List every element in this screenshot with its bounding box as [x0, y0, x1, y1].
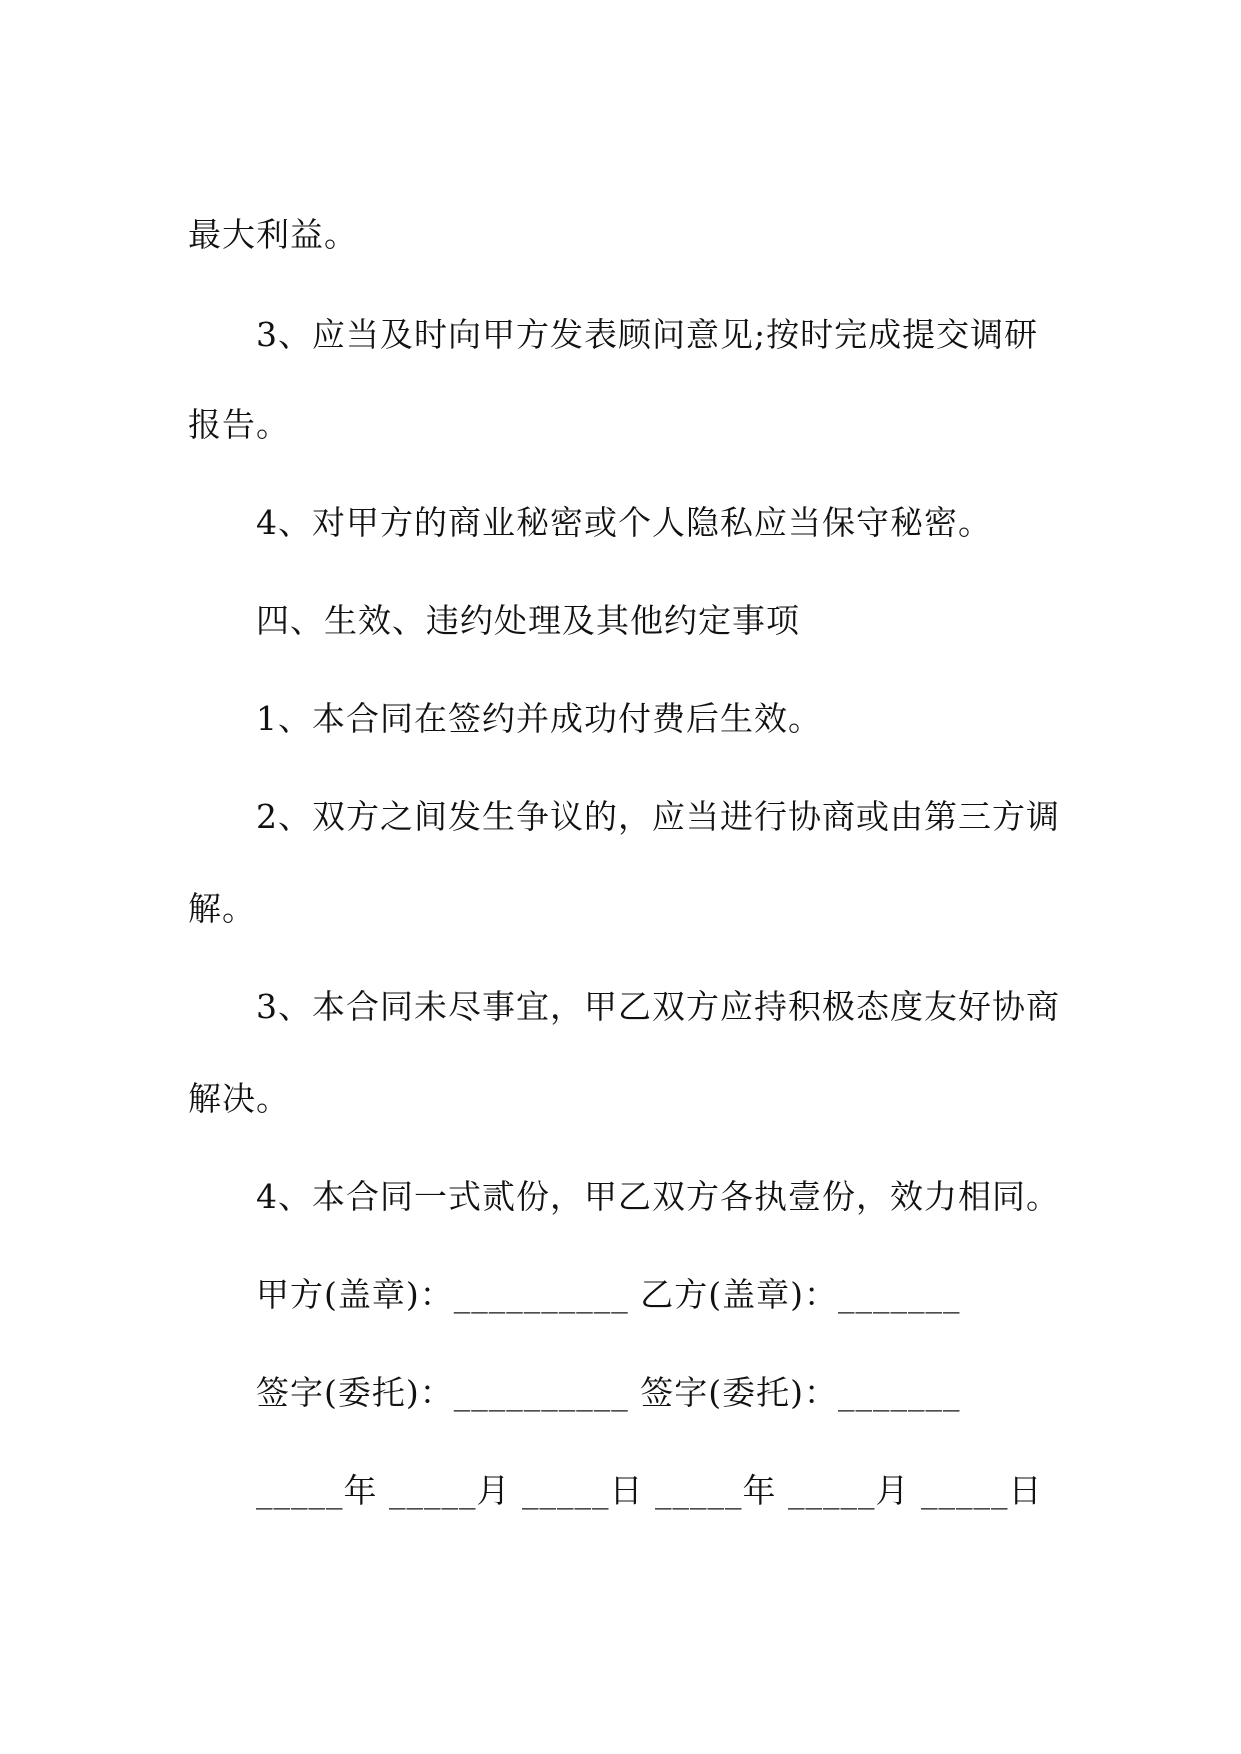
section-4-clause-3-line-1: 3、本合同未尽事宜，甲乙双方应持积极态度友好协商 [256, 987, 1060, 1026]
section-4-clause-3-line-2: 解决。 [188, 1079, 290, 1118]
clause-3-line-2: 报告。 [188, 405, 290, 444]
signature-entrust-line: 签字(委托)：__________ 签字(委托)：_______ [256, 1373, 961, 1412]
clause-3-line-1: 3、应当及时向甲方发表顾问意见;按时完成提交调研 [256, 315, 1039, 354]
section-4-clause-2-line-2: 解。 [188, 889, 256, 928]
section-4-clause-2-line-1: 2、双方之间发生争议的，应当进行协商或由第三方调 [256, 797, 1060, 836]
section-4-clause-4: 4、本合同一式贰份，甲乙双方各执壹份，效力相同。 [256, 1177, 1060, 1216]
signature-date-line: _____年 _____月 _____日 _____年 _____月 _____日 [256, 1471, 1043, 1510]
section-4-heading: 四、生效、违约处理及其他约定事项 [256, 601, 800, 640]
section-4-clause-1: 1、本合同在签约并成功付费后生效。 [256, 699, 822, 738]
paragraph-continuation: 最大利益。 [188, 215, 358, 254]
signature-seal-line: 甲方(盖章)：__________ 乙方(盖章)：_______ [256, 1275, 961, 1314]
clause-4: 4、对甲方的商业秘密或个人隐私应当保守秘密。 [256, 503, 992, 542]
